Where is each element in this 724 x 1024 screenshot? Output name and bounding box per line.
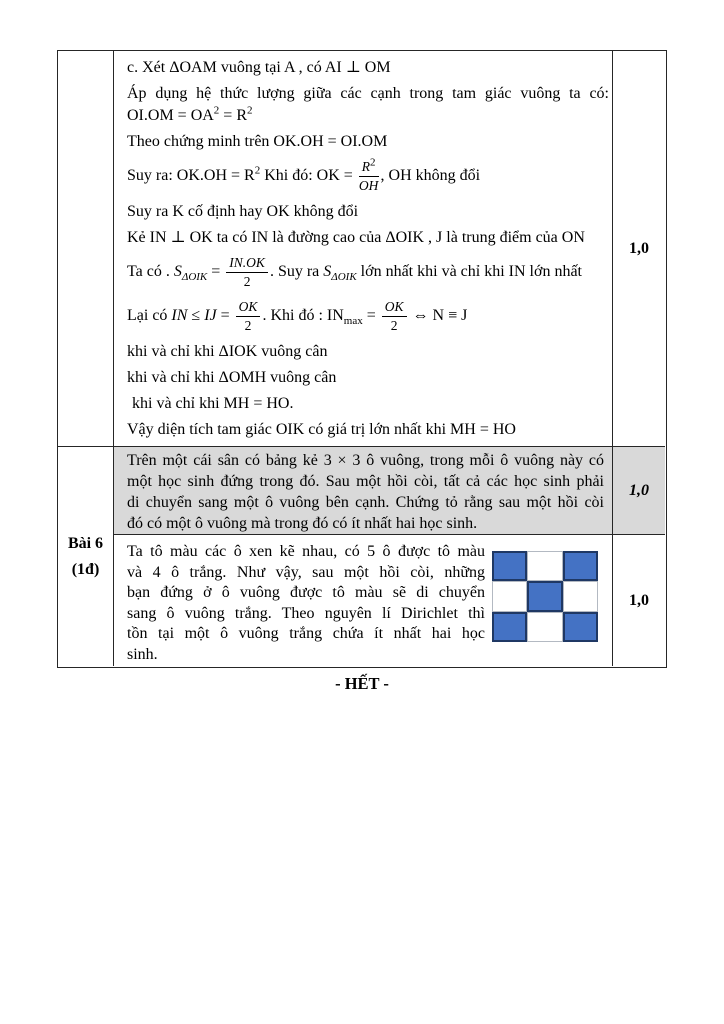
solution-line: Vậy diện tích tam giác OIK có giá trị lớn nhất khi MH = HO: [127, 421, 516, 438]
text-segment: =: [362, 307, 380, 324]
text-segment: , OH không đổi: [380, 167, 481, 184]
grid-cell-white: [527, 612, 562, 642]
solution-line: sinh.: [127, 645, 158, 663]
text-segment: Suy ra: OK.OH = R: [127, 167, 255, 184]
fraction-inok-over-2: [226, 255, 268, 289]
math-var: OK: [382, 299, 407, 317]
solution-line: khi và chỉ khi MH = HO.: [132, 395, 294, 412]
math-num: 2: [244, 317, 252, 333]
text-segment: Ta có .: [127, 263, 174, 280]
fraction-ok-over-2: [236, 299, 261, 333]
superscript: 2: [254, 164, 261, 177]
solution-line: sang ô vuông trắng. Theo nguyên lí Dirichlet thì: [127, 604, 485, 622]
math-var: IN: [171, 307, 188, 324]
solution-line: và 4 ô trắng. Như vậy, sau một hồi còi, những: [127, 563, 485, 581]
text-segment: = R: [219, 107, 247, 124]
subscript: ΔOIK: [331, 271, 357, 284]
text-segment: =: [216, 307, 234, 324]
text-segment: =: [207, 263, 225, 280]
math-var: S: [323, 263, 332, 280]
solution-line: Kẻ IN ⊥ OK ta có IN là đường cao của ΔOIK , J là trung điểm của ON: [127, 229, 585, 246]
exercise-label-cell: [58, 447, 114, 666]
text-segment: Khi đó: OK =: [260, 167, 357, 184]
exercise-points: (1đ): [71, 560, 100, 578]
solution-line: khi và chỉ khi ΔOMH vuông cân: [127, 369, 337, 386]
grid-cell-white: [527, 551, 562, 581]
label-cell-empty: [58, 51, 114, 447]
grid-cell-white: [563, 581, 598, 611]
grid-cell-blue: [492, 551, 527, 581]
solution-line: Theo chứng minh trên OK.OH = OI.OM: [127, 133, 388, 150]
grid-cell-blue: [492, 612, 527, 642]
math-var: OK: [236, 299, 261, 317]
math-var: R: [361, 159, 371, 175]
solution-line: Suy ra K cố định hay OK không đổi: [127, 203, 359, 220]
solution-line: bạn đứng ở ô vuông được tô màu sẽ di chuyển: [127, 584, 485, 601]
end-marker: - HẾT -: [335, 674, 389, 693]
solution-line-formula: [127, 298, 609, 336]
solution-cell-part-c: [114, 51, 613, 447]
fraction-ok-over-2: [382, 299, 407, 333]
exercise-number: Bài 6: [67, 534, 104, 552]
solution-text-block: [127, 542, 485, 665]
solution-line: khi và chỉ khi ΔIOK vuông cân: [127, 343, 328, 360]
statement-line: di chuyển sang một ô vuông bên cạnh. Chứng tỏ rằng sau một hồi còi: [127, 494, 604, 511]
fraction-r2-over-oh: [358, 156, 379, 193]
solution-line: tồn tại một ô vuông trắng chứa ít nhất hai học: [127, 625, 485, 642]
text-segment: Lại có: [127, 307, 172, 324]
superscript: 2: [213, 104, 220, 117]
answer-table: [57, 50, 667, 668]
math-var: S: [173, 263, 182, 280]
statement-line: Trên một cái sân có bảng kẻ 3 × 3 ô vuông, trong mỗi ô vuông này có: [127, 452, 604, 469]
solution-line-formula: [127, 158, 609, 196]
math-var: OH: [358, 177, 379, 193]
problem-statement-cell: [114, 447, 613, 535]
text-segment: ≤: [187, 307, 205, 324]
statement-line: đó có một ô vuông mà trong đó có ít nhất hai học sinh.: [127, 515, 478, 532]
solution-line: [127, 106, 609, 126]
subscript: max: [343, 315, 363, 328]
math-num: 2: [243, 273, 251, 289]
text-segment: ⇔ N ≡ J: [408, 307, 468, 324]
solution-line: Ta tô màu các ô xen kẽ nhau, có 5 ô được tô màu: [127, 543, 485, 560]
grid-cell-blue: [527, 581, 562, 611]
solution-line-formula: [127, 254, 609, 292]
score-cell-r2: 1,0: [613, 447, 665, 535]
math-var: IJ: [204, 307, 217, 324]
solution-cell-bai6: [114, 535, 613, 666]
math-num: 2: [390, 317, 398, 333]
text-segment: OI.OM = OA: [127, 107, 214, 124]
grid-cell-blue: [563, 551, 598, 581]
math-var: IN.OK: [226, 255, 268, 273]
subscript: ΔOIK: [181, 271, 208, 284]
superscript: 2: [247, 104, 253, 117]
grid-cell-blue: [563, 612, 598, 642]
checkerboard-grid: [492, 551, 598, 642]
solution-line: c. Xét ΔOAM vuông tại A , có AI ⊥ OM: [127, 59, 391, 76]
grid-cell-white: [492, 581, 527, 611]
text-segment: . Suy ra: [269, 263, 324, 280]
score-cell-r1: 1,0: [613, 51, 665, 447]
text-segment: lớn nhất khi và chỉ khi IN lớn nhất: [356, 263, 582, 280]
score-cell-r3: 1,0: [629, 591, 649, 609]
solution-line: Áp dụng hệ thức lượng giữa các cạnh trong tam giác vuông ta có:: [127, 85, 609, 102]
statement-line: một học sinh đứng trong đó. Sau một hồi còi, tất cả các học sinh phải: [127, 473, 604, 490]
superscript: 2: [370, 156, 376, 169]
text-segment: . Khi đó : IN: [262, 307, 344, 324]
